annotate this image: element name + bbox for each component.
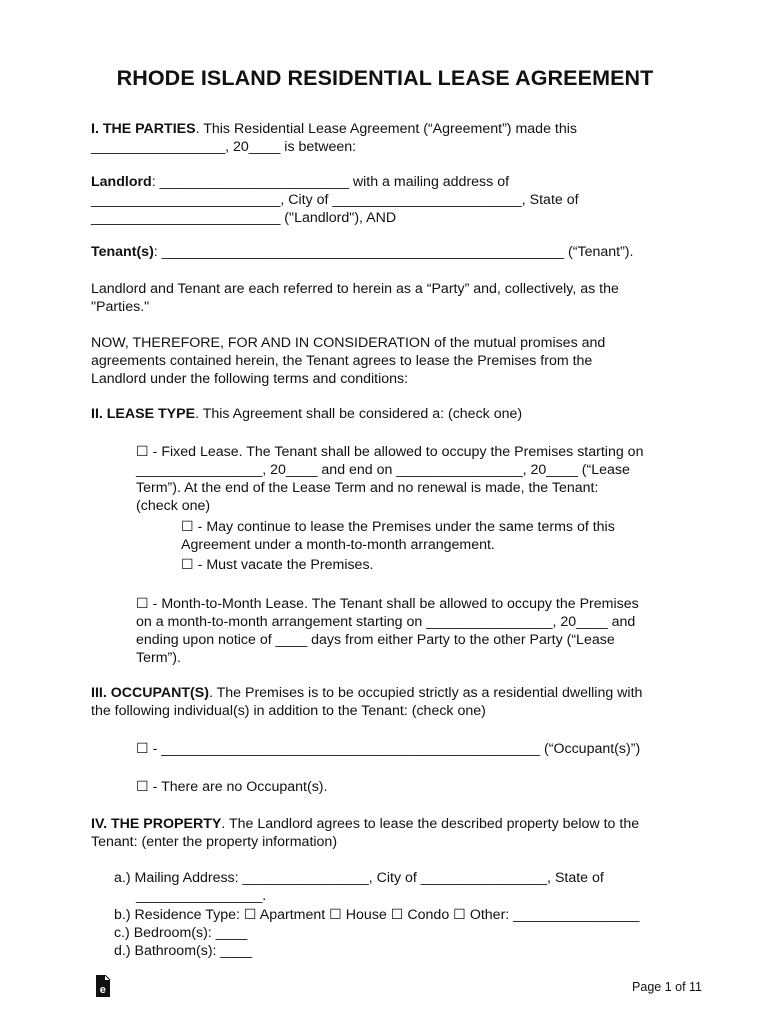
- body-line: Landlord under the following terms and conditions:: [91, 371, 409, 387]
- body-line: ________________.: [136, 888, 267, 904]
- page-number: Page 1 of 11: [632, 980, 702, 994]
- body-line: a.) Mailing Address: ________________, City of ________________, State of: [114, 870, 604, 886]
- body-line: (check one): [136, 498, 211, 514]
- body-line: ☐ - ________________________________________________ (“Occupant(s)”): [136, 741, 641, 757]
- document-title: RHODE ISLAND RESIDENTIAL LEASE AGREEMENT: [116, 66, 654, 90]
- body-line: ☐ - May continue to lease the Premises under the same terms of this: [181, 519, 615, 535]
- body-line: ☐ - There are no Occupant(s).: [136, 779, 328, 795]
- body-line: Term”).: [136, 650, 181, 666]
- body-line: the following individual(s) in addition to the Tenant: (check one): [91, 703, 486, 719]
- body-line: III. OCCUPANT(S). The Premises is to be occupied strictly as a residential dwelling with: [91, 685, 643, 701]
- body-line: ________________________, City of ________________________, State of: [91, 192, 579, 208]
- body-line: II. LEASE TYPE. This Agreement shall be considered a: (check one): [91, 406, 523, 422]
- body-line: Tenant(s): ___________________________________________________ (“Tenant”).: [91, 244, 634, 260]
- body-line: Term”). At the end of the Lease Term and no renewal is made, the Tenant:: [136, 480, 599, 496]
- body-line: ________________________ ("Landlord"), AND: [91, 210, 397, 226]
- document-e-icon: [94, 974, 112, 998]
- body-line: ☐ - Fixed Lease. The Tenant shall be allowed to occupy the Premises starting on: [136, 444, 644, 460]
- body-line: b.) Residence Type: ☐ Apartment ☐ House ☐ Condo ☐ Other: ________________: [114, 907, 640, 923]
- body-line: agreements contained herein, the Tenant agrees to lease the Premises from the: [91, 353, 593, 369]
- body-line: ☐ - Month-to-Month Lease. The Tenant shall be allowed to occupy the Premises: [136, 596, 639, 612]
- body-line: Landlord and Tenant are each referred to herein as a “Party” and, collectively, as the: [91, 281, 619, 297]
- body-line: "Parties.": [91, 299, 150, 315]
- body-line: IV. THE PROPERTY. The Landlord agrees to lease the described property below to the: [91, 816, 640, 832]
- body-line: on a month-to-month arrangement starting on ________________, 20____ and: [136, 614, 636, 630]
- body-line: _________________, 20____ is between:: [91, 139, 357, 155]
- body-line: ☐ - Must vacate the Premises.: [181, 557, 374, 573]
- svg-text:e: e: [99, 984, 106, 996]
- body-line: d.) Bathroom(s): ____: [114, 943, 252, 959]
- body-line: I. THE PARTIES. This Residential Lease Agreement (“Agreement”) made this: [91, 121, 577, 137]
- body-line: Tenant: (enter the property information): [91, 834, 338, 850]
- body-line: Agreement under a month-to-month arrangement.: [181, 537, 495, 553]
- body-line: ending upon notice of ____ days from either Party to the other Party (“Lease: [136, 632, 615, 648]
- body-line: Landlord: ________________________ with a mailing address of: [91, 174, 510, 190]
- body-line: NOW, THEREFORE, FOR AND IN CONSIDERATION of the mutual promises and: [91, 335, 606, 351]
- body-line: ________________, 20____ and end on ________________, 20____ (“Lease: [136, 462, 630, 478]
- body-line: c.) Bedroom(s): ____: [114, 925, 248, 941]
